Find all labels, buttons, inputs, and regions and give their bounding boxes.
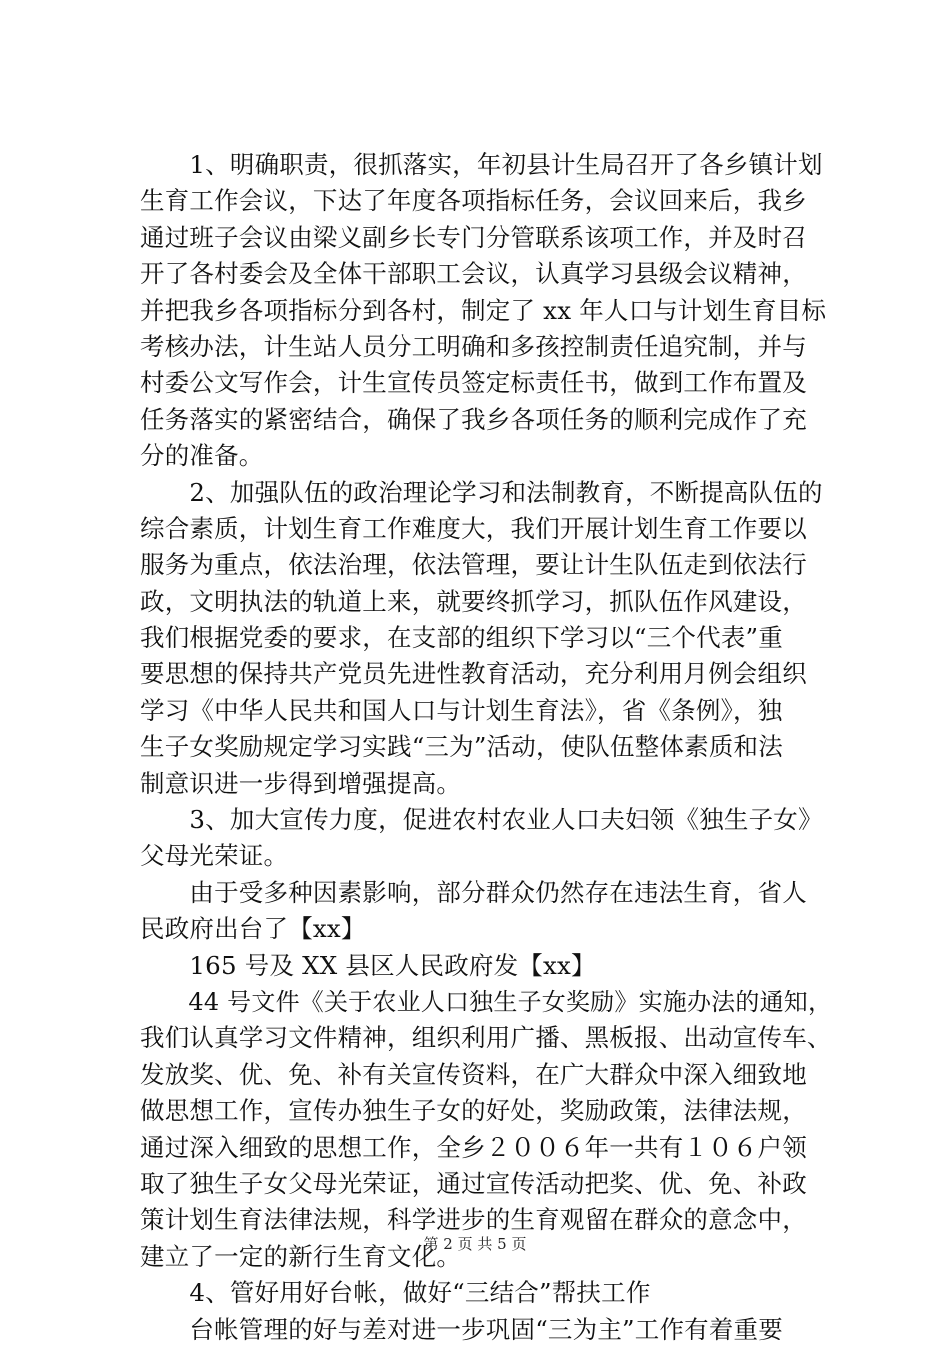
text-line: 父母光荣证。 — [140, 841, 289, 871]
text-line: 服务为重点，依法治理，依法管理，要让计生队伍走到依法行 — [140, 550, 807, 580]
text-line: 开了各村委会及全体干部职工会议，认真学习县级会议精神， — [140, 259, 807, 289]
text-line: 学习《中华人民共和国人口与计划生育法》，省《条例》，独 — [140, 695, 783, 725]
text-line: 任务落实的紧密结合，确保了我乡各项任务的顺利完成作了充 — [140, 404, 807, 434]
text-line: 1、明确职责，很抓落实，年初县计生局召开了各乡镇计划 — [140, 150, 823, 179]
text-line: 3、加大宣传力度，促进农村农业人口夫妇领《独生子女》 — [140, 805, 823, 835]
text-line: 政，文明执法的轨道上来，就要终抓学习，抓队伍作风建设， — [140, 586, 807, 616]
text-line: 民政府出台了【xx】 — [140, 914, 366, 944]
text-line: 并把我乡各项指标分到各村，制定了 xx 年人口与计划生育目标 — [140, 295, 827, 325]
text-line: 通过班子会议由梁义副乡长专门分管联系该项工作，并及时召 — [140, 222, 807, 252]
text-line: 村委公文写作会，计生宣传员签定标责任书，做到工作布置及 — [140, 368, 807, 398]
text-line: 44 号文件《关于农业人口独生子女奖励》实施办法的通知， — [140, 987, 833, 1016]
text-line: 分的准备。 — [140, 441, 264, 471]
text-line: 4、管好用好台帐，做好“三结合”帮扶工作 — [140, 1278, 651, 1308]
text-line: 通过深入细致的思想工作，全乡２００６年一共有１０６户领 — [140, 1132, 807, 1162]
page-footer: 第 2 页 共 5 页 — [423, 1235, 527, 1253]
text-line: 考核办法，计生站人员分工明确和多孩控制责任追究制，并与 — [140, 331, 807, 361]
text-line: 建立了一定的新行生育文化。 — [140, 1241, 462, 1271]
text-line: 做思想工作，宣传办独生子女的好处，奖励政策，法律法规， — [140, 1096, 807, 1126]
text-line: 我们根据党委的要求，在支部的组织下学习以“三个代表”重 — [140, 623, 783, 653]
text-line: 165 号及 XX 县区人民政府发【xx】 — [140, 950, 596, 980]
text-line: 由于受多种因素影响，部分群众仍然存在违法生育，省人 — [140, 877, 807, 907]
text-line: 综合素质，计划生育工作难度大，我们开展计划生育工作要以 — [140, 513, 807, 543]
text-line: 2、加强队伍的政治理论学习和法制教育，不断提高队伍的 — [140, 477, 823, 507]
text-line: 要思想的保持共产党员先进性教育活动，充分利用月例会组织 — [140, 659, 807, 689]
text-line: 生育工作会议，下达了年度各项指标任务，会议回来后，我乡 — [140, 186, 807, 216]
text-line: 制意识进一步得到增强提高。 — [140, 768, 462, 798]
text-line: 台帐管理的好与差对进一步巩固“三为主”工作有着重要 — [140, 1314, 783, 1344]
text-line: 策计划生育法律法规，科学进步的生育观留在群众的意念中， — [140, 1205, 807, 1235]
text-line: 生子女奖励规定学习实践“三为”活动，使队伍整体素质和法 — [140, 732, 783, 762]
text-line: 取了独生子女父母光荣证，通过宣传活动把奖、优、免、补政 — [140, 1168, 807, 1198]
text-line: 我们认真学习文件精神，组织利用广播、黑板报、出动宣传车、 — [140, 1023, 832, 1053]
document-body — [140, 147, 840, 1348]
text-line: 发放奖、优、免、补有关宣传资料，在广大群众中深入细致地 — [140, 1059, 807, 1089]
